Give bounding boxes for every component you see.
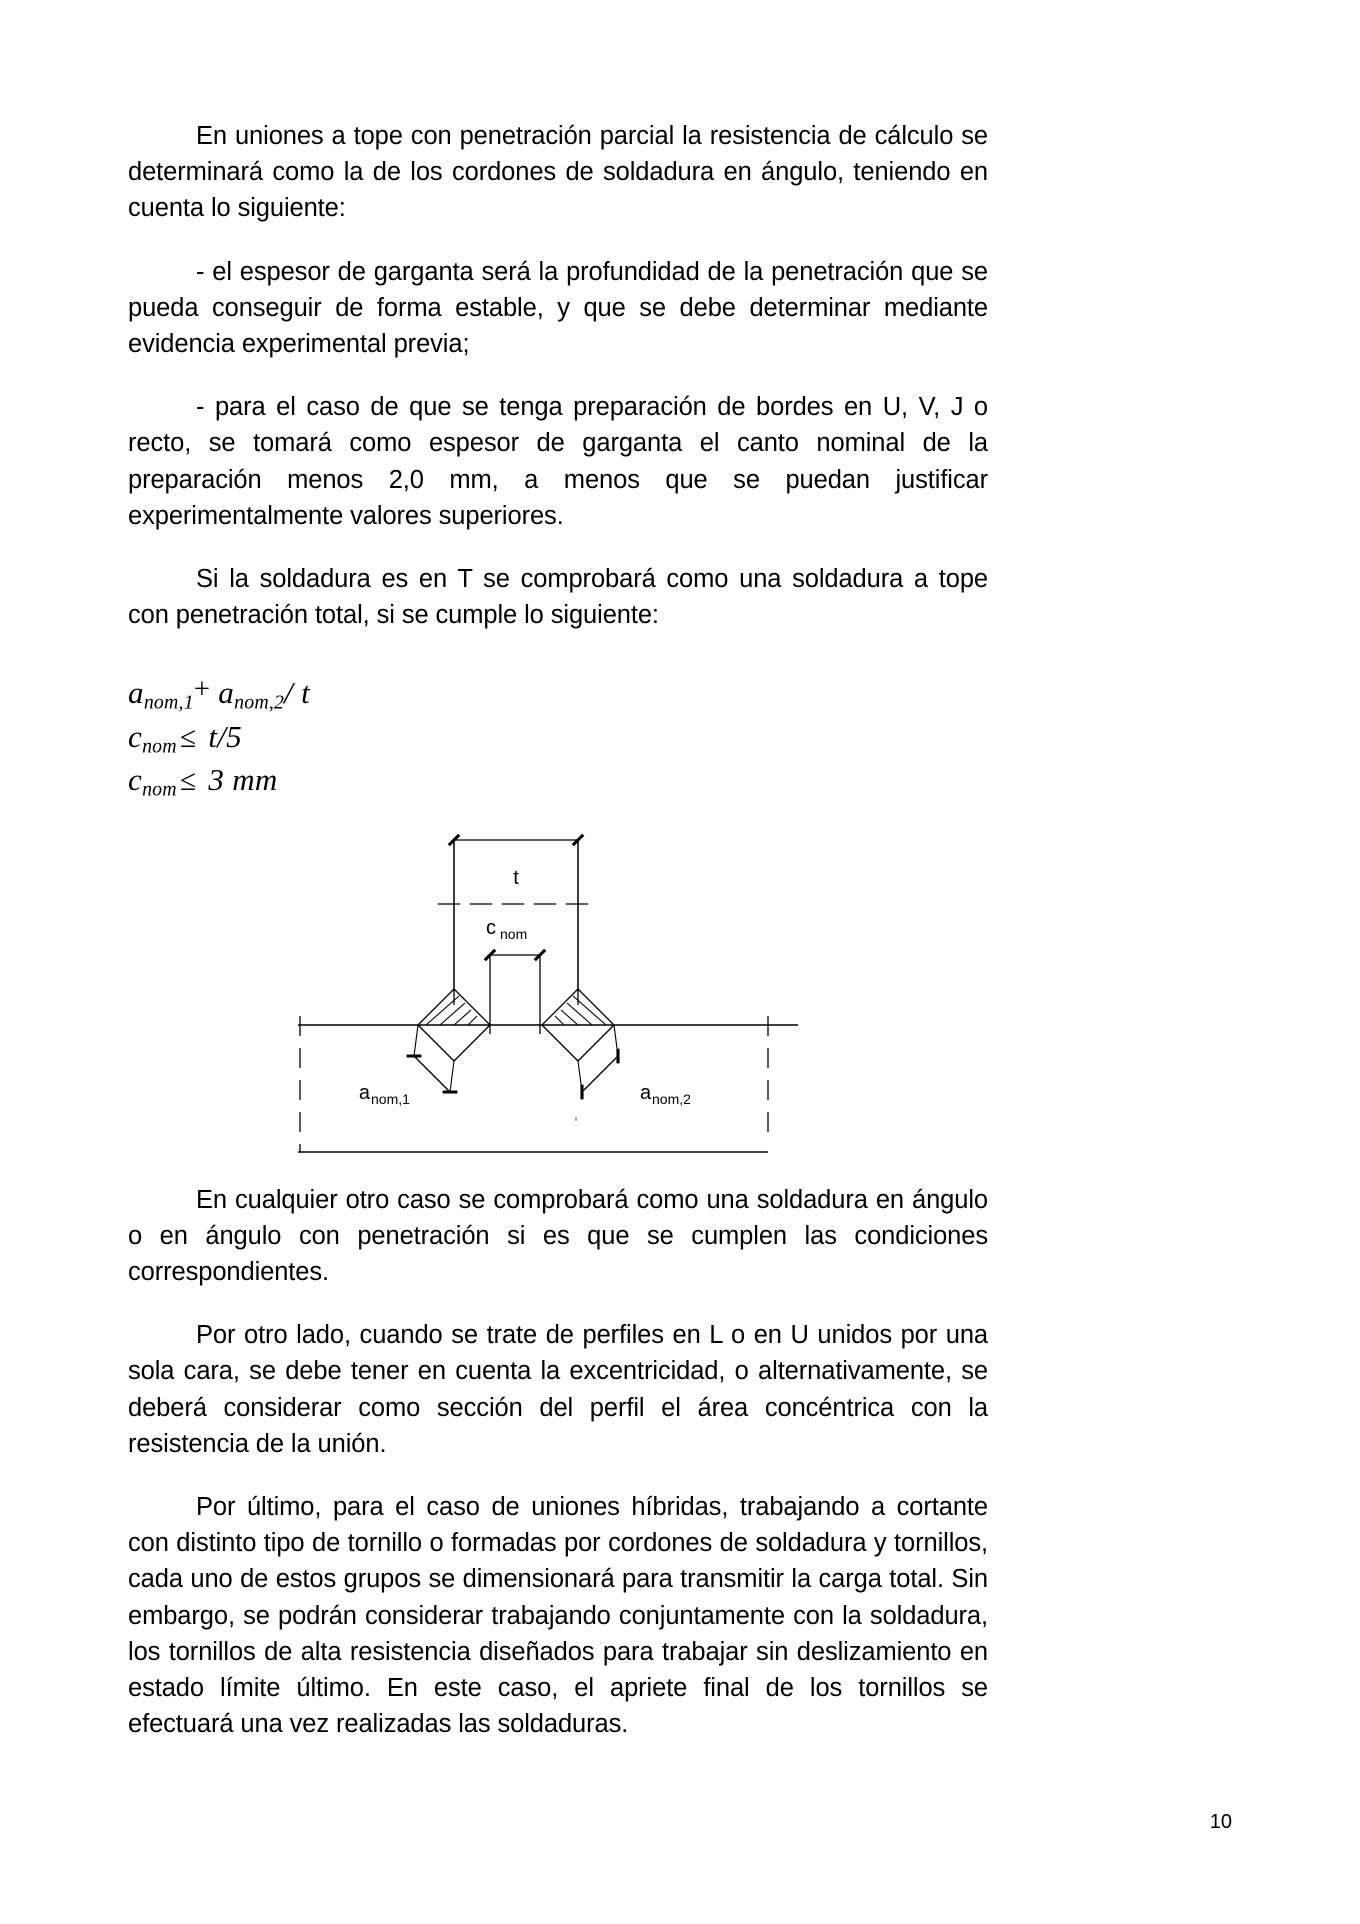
dimension-a-nom-1: [359, 1025, 490, 1107]
formula-1-operator: +: [193, 674, 211, 706]
hatch-left-2: [440, 1003, 465, 1025]
formula-2-relation: ≤: [179, 721, 197, 754]
paragraph-5: En cualquier otro caso se comprobará como una soldadura en ángulo o en ángulo con penetración si es que se cumplen las condiciones correspondientes.: [128, 1185, 988, 1286]
label-thickness-t: t: [513, 866, 519, 889]
a-nom-2-witness-2: [578, 1061, 582, 1092]
hatch-right-2: [567, 1003, 592, 1025]
label-c-nom-sub: nom: [500, 925, 528, 942]
label-c-nom-base: c: [486, 916, 496, 939]
formula-1-var-2: a: [218, 675, 235, 711]
a-nom-2-witness-1: [614, 1025, 618, 1056]
formula-1-divider: /: [284, 675, 294, 711]
paragraph-4: Si la soldadura es en T se comprobará como una soldadura a tope con penetración total, si se cumple lo siguiente:: [128, 565, 988, 630]
formula-block: [128, 671, 988, 803]
weld-joint-diagram: [128, 822, 988, 1182]
hatch-left-3: [454, 1010, 471, 1025]
dimension-t: [454, 840, 578, 1005]
formula-1-sub-2: nom,2: [234, 692, 285, 715]
weld-diagram-svg: [278, 822, 838, 1172]
a-nom-2-ext-b: [542, 1025, 578, 1061]
formula-line-2: [128, 717, 988, 760]
label-a-nom-1-base: a: [358, 1081, 370, 1104]
a-nom-1-ext-b: [454, 1025, 490, 1061]
weld-right-face: [578, 989, 614, 1025]
formula-3-var-1: c: [128, 762, 143, 798]
a-nom-1-ext-a: [418, 1025, 454, 1061]
paragraph-2: - el espesor de garganta será la profundidad de la penetración que se pueda conseguir de forma estable, y que se debe determinar mediante evidencia experimental previa;: [128, 257, 988, 359]
formula-1-rhs: t: [301, 675, 311, 711]
formula-3-rhs: 3 mm: [208, 762, 278, 798]
formula-line-3: [128, 760, 988, 803]
paragraph-7: Por último, para el caso de uniones híbridas, trabajando a cortante con distinto tipo de tornillo o formadas por cordones de soldadura y tornillos, cada uno de estos grupos se dimensionará para transmitir la carga total. Sin embargo, se podrán considerar trabajando conjuntamente con la soldadura, los tornillos de alta resistencia diseñados para trabajar sin deslizamiento en estado límite último. En este caso, el apriete final de los tornillos se efectuará una vez realizadas las soldaduras.: [128, 1493, 988, 1739]
paragraph-1: En uniones a tope con penetración parcial la resistencia de cálculo se determinará como la de los cordones de soldadura en ángulo, teniendo en cuenta lo siguiente:: [128, 122, 988, 223]
formula-2-var-1: c: [128, 718, 143, 754]
dimension-a-nom-2: [542, 1025, 691, 1107]
dimension-c-nom: [486, 917, 540, 955]
formula-1-sub-1: nom,1: [143, 692, 194, 715]
a-nom-1-dim-line: [414, 1056, 450, 1092]
label-a-nom-2-base: a: [640, 1081, 652, 1104]
hatch-right-4: [555, 1016, 564, 1025]
flange-plate: [298, 1016, 798, 1152]
formula-1-var-1: a: [128, 675, 144, 711]
formula-3-sub-1: nom: [142, 778, 177, 801]
a-nom-1-witness-1: [414, 1025, 418, 1056]
hatch-left-4: [468, 1016, 477, 1025]
formula-2-sub-1: nom: [142, 735, 177, 758]
a-nom-1-witness-2: [450, 1061, 454, 1092]
formula-line-1: [128, 671, 988, 716]
weld-left-face: [418, 989, 454, 1025]
a-nom-2-ext-a: [578, 1025, 614, 1061]
a-nom-2-dim-line: [582, 1056, 618, 1092]
paragraph-3: - para el caso de que se tenga preparación de bordes en U, V, J o recto, se tomará como espesor de garganta el canto nominal de la preparación menos 2,0 mm, a menos que se puedan justificar experimentalmente valores superiores.: [128, 393, 988, 530]
formula-2-rhs: t/5: [208, 718, 242, 754]
label-a-nom-1-sub: nom,1: [371, 1090, 410, 1107]
hatch-right-3: [561, 1010, 578, 1025]
page-content: [128, 118, 988, 1742]
paragraph-6: Por otro lado, cuando se trate de perfiles en L o en U unidos por una sola cara, se debe tener en cuenta la excentricidad, o alternativamente, se deberá considerar como sección del perfil el área concéntrica con la resistencia de la unión.: [128, 1321, 988, 1458]
label-a-nom-2-sub: nom,2: [652, 1090, 691, 1107]
formula-3-relation: ≤: [179, 765, 197, 798]
page-number: 10: [1209, 1811, 1232, 1833]
